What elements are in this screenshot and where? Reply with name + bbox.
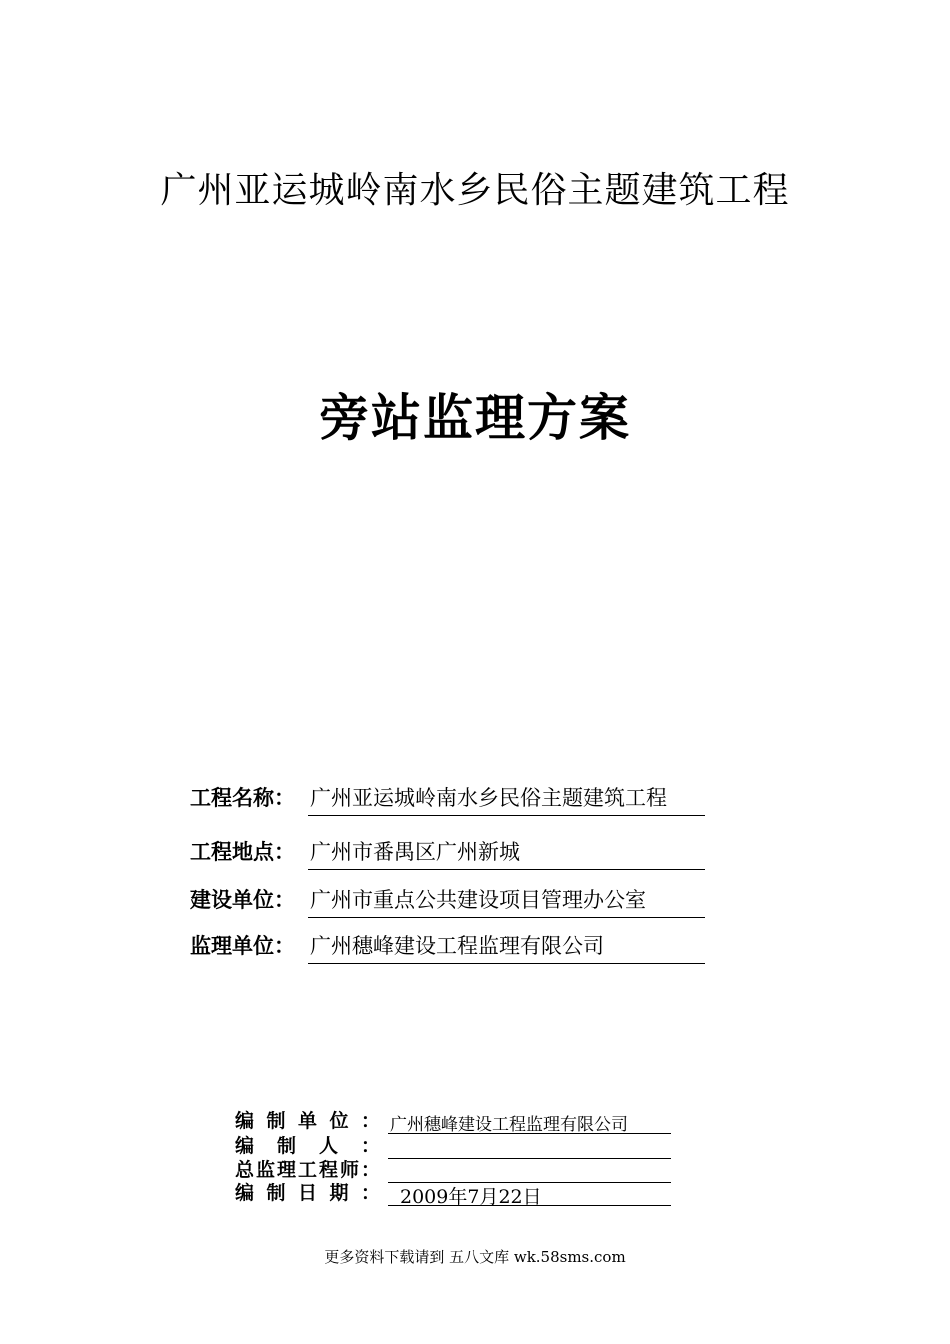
signature-label: 编制日期： [235,1182,380,1204]
info-value: 广州市番禺区广州新城 [308,836,705,870]
info-value: 广州亚运城岭南水乡民俗主题建筑工程 [308,782,705,816]
signature-row-compile-date [235,1180,671,1206]
info-label: 工程名称： [190,786,295,810]
footer-note: 更多资料下载请到 五八文库 wk.58sms.com [324,1248,626,1266]
info-row-project-name [190,782,705,816]
info-row-supervision-unit [190,930,705,964]
project-title: 广州亚运城岭南水乡民俗主题建筑工程 [160,170,790,211]
info-label: 工程地点： [190,840,295,864]
info-label: 建设单位： [190,888,295,912]
signature-label: 编制人： [235,1135,380,1157]
signature-label: 编制单位： [235,1110,380,1132]
signature-value: 广州穗峰建设工程监理有限公司 [388,1110,671,1134]
info-row-project-location [190,836,705,870]
signature-label: 总监理工程师： [235,1159,380,1181]
info-row-construction-unit [190,884,705,918]
info-value: 广州市重点公共建设项目管理办公室 [308,884,705,918]
info-label: 监理单位： [190,934,295,958]
signature-value: 2009年7月22日 [388,1182,671,1206]
signature-value [388,1135,671,1159]
info-value: 广州穗峰建设工程监理有限公司 [308,930,705,964]
document-title: 旁站监理方案 [319,389,631,447]
